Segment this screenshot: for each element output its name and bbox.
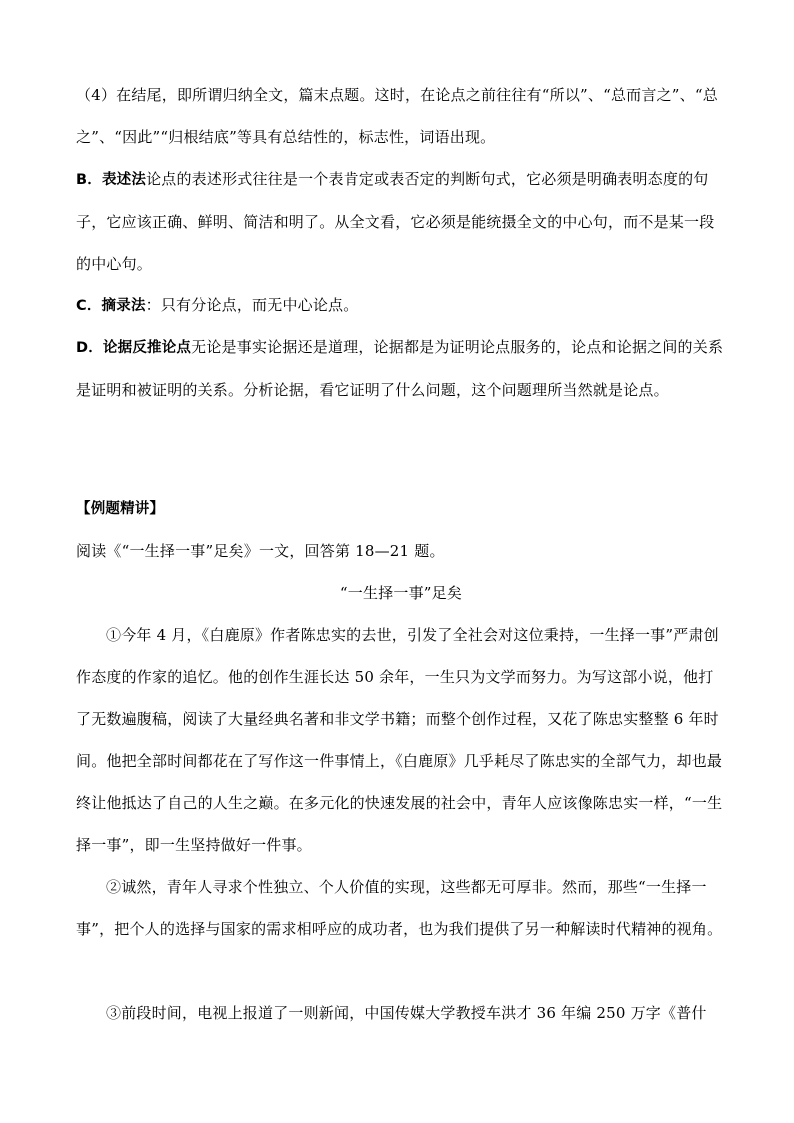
article-title: “一生择一事”足矣: [339, 584, 463, 602]
article-paragraph-2: ②诚然，青年人寻求个性独立、个人价值的实现，这些都无可厚非。然而，那些“一生择一事”，把个人的选择与国家的需求相呼应的成功者，也为我们提供了另一种解读时代精神的视角。: [76, 878, 723, 938]
method-c-text: ：只有分论点，而无中心论点。: [145, 296, 359, 314]
method-b-label: B．表述法: [76, 172, 147, 188]
article-paragraph-1: ①今年 4 月，《白鹿原》作者陈忠实的去世，引发了全社会对这位秉持，一生择一事”严肃创作态度的作家的追忆。他的创作生涯长达 50 余年，一生只为文学而努力。为写这部小说，他打了无数遍腹稿，阅读了大量经典名著和非文学书籍；而整个创作过程，又花了陈忠实整整 6 年时间。他把全部时间都花在了写作这一件事情上，《白鹿原》几乎耗尽了陈忠实的全部气力，却也最终让他抵达了自己的人生之巅。在多元化的快速发展的社会中，青年人应该像陈忠实一样，“一生择一事”，即一生坚持做好一件事。: [76, 626, 723, 854]
method-d-label: D．论据反推论点: [76, 340, 192, 356]
instruction-text: 阅读《“一生择一事”足矣》一文，回答第 18—21 题。: [76, 542, 445, 560]
method-b-paragraph: [76, 158, 726, 285]
method-b-text: 论点的表述形式往往是一个表肯定或表否定的判断句式，它必须是明确表明态度的句子，它应该正确、鲜明、简洁和明了。从全文看，它必须是能统摄全文的中心句，而不是某一段的中心句。: [76, 170, 715, 273]
method-c-label: C．摘录法: [76, 298, 146, 314]
method-d-paragraph: [76, 326, 726, 411]
method-c-paragraph: [76, 284, 726, 327]
method-4-paragraph: （4）在结尾，即所谓归纳全文，篇末点题。这时，在论点之前往往有“所以”、“总而言之”、“总之”、“因此”“归根结底”等具有总结性的，标志性，词语出现。: [76, 86, 718, 146]
example-heading: 【例题精讲】: [76, 501, 165, 517]
article-paragraph-3: ③前段时间，电视上报道了一则新闻，中国传媒大学教授车洪才 36 年编 250 万字《普什: [106, 1004, 707, 1022]
method-d-text: 无论是事实论据还是道理，论据都是为证明论点服务的，论点和论据之间的关系是证明和被证明的关系。分析论据，看它证明了什么问题，这个问题理所当然就是论点。: [76, 338, 724, 399]
